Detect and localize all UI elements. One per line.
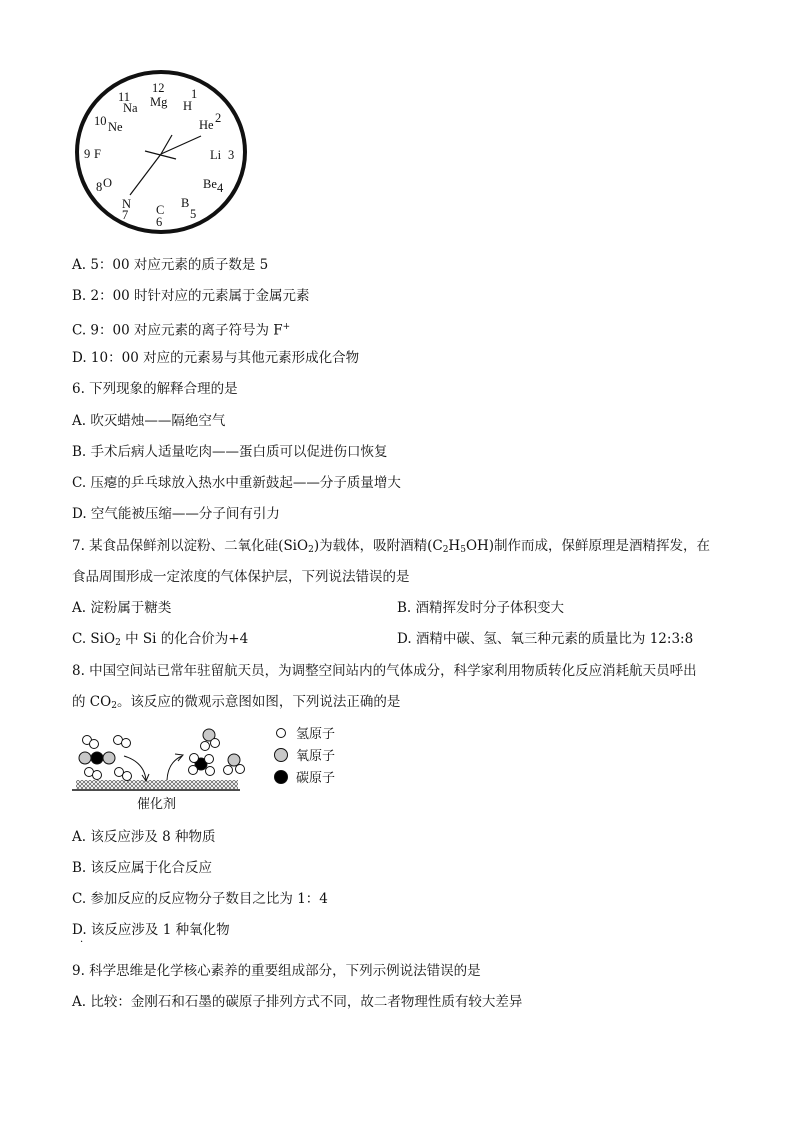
q7-stem-part-a: 7. 某食品保鲜剂以淀粉、二氧化硅(SiO (72, 538, 309, 554)
clock-num-7: 7 (122, 208, 129, 222)
q7-stem-sub-3: 5 (460, 545, 466, 555)
clock-sym-9: F (94, 147, 101, 161)
clock-num-5: 5 (190, 207, 197, 221)
minute-hand (130, 154, 161, 195)
q8-stem-line2 (72, 693, 400, 711)
clock-num-8: 8 (96, 180, 103, 194)
clock-num-3: 3 (228, 148, 235, 162)
molecule-h2-a (83, 736, 99, 749)
legend-hydrogen-symbol (277, 729, 286, 738)
legend-carbon-label: 碳原子 (296, 771, 336, 786)
clock-sym-11: Na (123, 101, 138, 115)
legend-carbon-symbol (275, 771, 288, 784)
q8-stem-line1: 8. 中国空间站已常年驻留航天员，为调整空间站内的气体成分，科学家利用物质转化反应消耗航天员呼出 (72, 663, 697, 679)
stray-dot: · (80, 937, 84, 948)
q5-option-c-charge: + (282, 322, 291, 332)
q7-stem-sub-1: 2 (308, 545, 314, 555)
molecule-h2-b (114, 736, 131, 748)
q8-stem-sub: 2 (111, 701, 117, 711)
q5-option-b: B. 2：00 时针对应的元素属于金属元素 (72, 288, 310, 304)
clock-sym-12: Mg (150, 95, 168, 109)
molecule-h2-d (115, 768, 132, 781)
clock-num-1: 1 (191, 87, 198, 101)
q5-option-a: A. 5：00 对应元素的质子数是 5 (72, 257, 269, 273)
q7-option-b: B. 酒精挥发时分子体积变大 (397, 600, 565, 616)
q8-stem-part-a: 的 CO (72, 694, 112, 710)
clock-num-6: 6 (156, 215, 163, 229)
q7-stem-line2: 食品周围形成一定浓度的气体保护层，下列说法错误的是 (72, 569, 410, 585)
q8-stem-part-b: 。该反应的微观示意图如图，下列说法正确的是 (116, 694, 401, 710)
q9-option-a: A. 比较：金刚石和石墨的碳原子排列方式不同，故二者物理性质有较大差异 (72, 994, 523, 1010)
clock-sym-8: O (103, 176, 113, 190)
clock-num-9: 9 (84, 147, 91, 161)
q5-option-d: D. 10：00 对应的元素易与其他元素形成化合物 (72, 350, 360, 366)
legend-oxygen-label: 氧原子 (296, 749, 336, 764)
molecule-h2-c (85, 768, 102, 780)
catalyst-caption: 催化剂 (137, 797, 177, 812)
clock-sym-5: B (181, 196, 190, 210)
q7-stem-part-c: H (448, 538, 461, 554)
molecule-co2 (79, 752, 115, 764)
clock-num-11: 11 (118, 90, 131, 104)
q9-stem: 9. 科学思维是化学核心素养的重要组成部分，下列示例说法错误的是 (72, 963, 481, 979)
q7-stem-part-d: OH)制作而成，保鲜原理是酒精挥发，在 (465, 538, 711, 554)
molecule-ch4 (189, 754, 215, 776)
clock-sym-3: Li (210, 148, 222, 162)
hand-tail (145, 151, 176, 159)
q6-option-d: D. 空气能被压缩——分子间有引力 (72, 506, 280, 522)
clock-num-2: 2 (215, 111, 222, 125)
clock-num-10: 10 (94, 114, 107, 128)
reaction-micro-diagram (68, 722, 368, 822)
catalyst-surface (76, 780, 238, 789)
q7-option-c (72, 630, 248, 648)
clock-num-12: 12 (152, 81, 165, 95)
q8-option-c: C. 参加反应的反应物分子数目之比为 1：4 (72, 891, 328, 907)
q7-option-c-part-a: C. SiO (72, 631, 116, 647)
q5-option-c-text: C. 9：00 对应元素的离子符号为 F (72, 322, 283, 339)
q7-option-c-sub: 2 (115, 638, 121, 648)
clock-sym-1: H (183, 99, 193, 113)
q7-option-d: D. 酒精中碳、氢、氧三种元素的质量比为 12:3:8 (397, 631, 694, 647)
clock-sym-4: Be (203, 177, 217, 191)
clock-num-4: 4 (217, 181, 224, 195)
q7-stem-part-b: )为载体，吸附酒精(C (313, 538, 443, 554)
clock-sym-6: C (156, 203, 165, 217)
clock-sym-7: N (122, 197, 132, 211)
q6-option-c: C. 压瘪的乒乓球放入热水中重新鼓起——分子质量增大 (72, 475, 401, 491)
clock-sym-2: He (199, 118, 214, 132)
molecule-h2o-a (201, 729, 220, 751)
q8-option-b: B. 该反应属于化合反应 (72, 860, 213, 876)
molecule-h2o-b (224, 754, 245, 775)
q7-option-c-part-b: 中 Si 的化合价为+4 (120, 631, 249, 647)
q7-option-a: A. 淀粉属于糖类 (72, 600, 172, 616)
q8-option-d: D. 该反应涉及 1 种氧化物 (72, 922, 230, 938)
element-clock-figure (72, 66, 250, 236)
q6-stem: 6. 下列现象的解释合理的是 (72, 381, 238, 397)
q7-stem-sub-2: 2 (442, 545, 449, 555)
q6-option-a: A. 吹灭蜡烛——隔绝空气 (72, 413, 226, 429)
q6-option-b: B. 手术后病人适量吃肉——蛋白质可以促进伤口恢复 (72, 444, 388, 460)
legend-hydrogen-label: 氢原子 (296, 727, 336, 742)
clock-sym-10: Ne (108, 120, 123, 134)
q5-option-c (72, 318, 290, 340)
q7-stem-line1 (72, 537, 710, 555)
hour-hand (161, 136, 201, 154)
q8-option-a: A. 该反应涉及 8 种物质 (72, 829, 216, 845)
legend-oxygen-symbol (275, 749, 288, 762)
